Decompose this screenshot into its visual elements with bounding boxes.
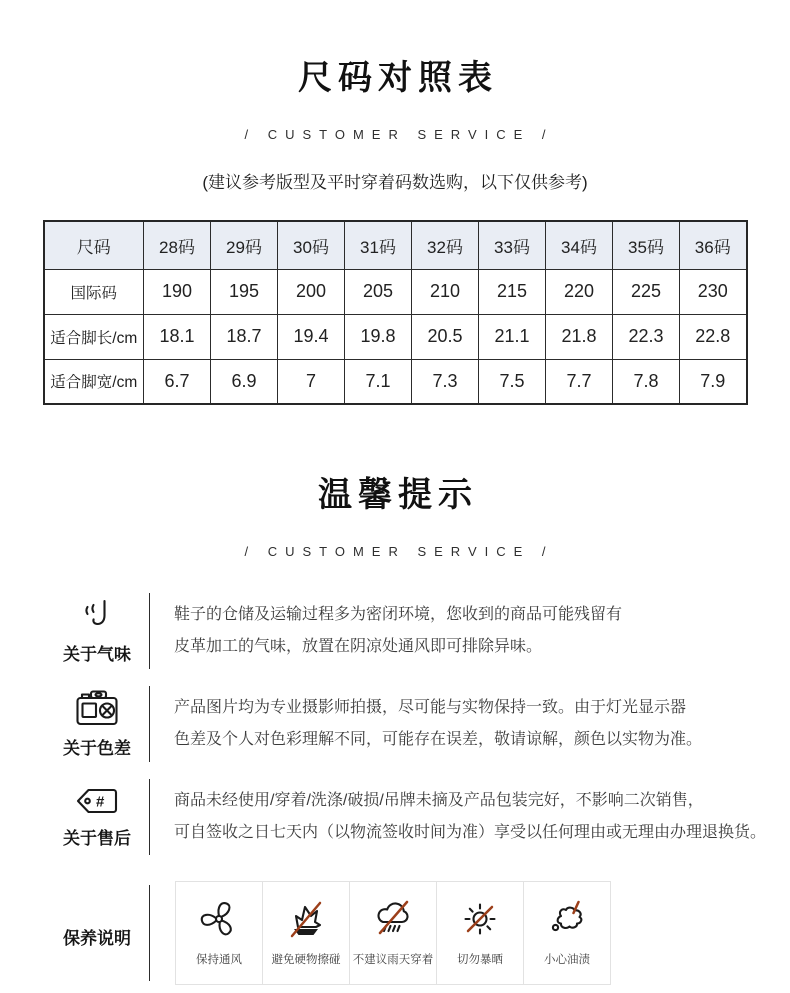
fan-icon: [196, 896, 242, 942]
tip-text-line: 皮革加工的气味，放置在阴凉处通风即可排除异味。: [174, 638, 543, 655]
table-cell: 19.8: [345, 314, 412, 359]
nose-smell-icon: [77, 597, 117, 633]
row-label: 国际码: [44, 269, 144, 314]
table-cell: 210: [412, 269, 479, 314]
care-label: 切勿暴晒: [457, 954, 503, 966]
care-strip: [175, 881, 611, 985]
divider: [149, 593, 150, 669]
table-row: [44, 314, 747, 359]
tip-text-line: 鞋子的仓储及运输过程多为密闭环境，您收到的商品可能残留有: [174, 606, 623, 623]
tip-text: [174, 785, 766, 849]
table-cell: 22.8: [680, 314, 747, 359]
tips-body: [45, 593, 790, 985]
table-cell: 7.3: [412, 359, 479, 404]
customer-service-tagline: / CUSTOMER SERVICE /: [244, 127, 554, 142]
tip-text-line: 色差及个人对色彩理解不同，可能存在误差，敬请谅解，颜色以实物为准。: [174, 731, 703, 748]
table-cell: 7.1: [345, 359, 412, 404]
tip-label: 关于售后: [63, 829, 131, 848]
divider: [149, 686, 150, 762]
divider: [149, 779, 150, 855]
tip-text: [174, 599, 622, 663]
table-cell: 205: [345, 269, 412, 314]
table-cell: 21.1: [479, 314, 546, 359]
table-cell: 195: [211, 269, 278, 314]
care-item-ventilation: [175, 881, 263, 985]
table-cell: 18.1: [144, 314, 211, 359]
size-advice-note: (建议参考版型及平时穿着码数选购，以下仅供参考): [202, 173, 588, 192]
table-cell: 19.4: [278, 314, 345, 359]
table-cell: 7.9: [680, 359, 747, 404]
size-table-header-cell: 36码: [680, 221, 747, 269]
table-cell: 7: [278, 359, 345, 404]
table-cell: 18.7: [211, 314, 278, 359]
table-cell: 7.5: [479, 359, 546, 404]
tip-text-line: 产品图片均为专业摄影师拍摄，尽可能与实物保持一致。由于灯光显示器: [174, 699, 687, 716]
size-chart-title: 尺码对照表: [298, 59, 498, 97]
size-table-header-cell: 33码: [479, 221, 546, 269]
care-label: 不建议雨天穿着: [352, 954, 434, 966]
row-label: 适合脚宽/cm: [44, 359, 144, 404]
tip-label: 关于色差: [63, 739, 131, 758]
table-cell: 20.5: [412, 314, 479, 359]
care-item-no-rain: [349, 881, 437, 985]
table-cell: 200: [278, 269, 345, 314]
rain-strike-icon: [370, 896, 416, 942]
size-table-header-cell: 尺码: [44, 221, 144, 269]
tip-left-column: [45, 689, 149, 759]
price-tag-icon: [75, 785, 119, 817]
customer-service-tagline: / CUSTOMER SERVICE /: [244, 544, 554, 559]
care-label: 小心油渍: [544, 954, 590, 966]
care-item-oil-stain: [523, 881, 611, 985]
tip-left-column: [45, 917, 149, 949]
tip-row-color: [45, 686, 790, 762]
size-chart-section: [0, 0, 790, 405]
table-cell: 190: [144, 269, 211, 314]
table-cell: 6.7: [144, 359, 211, 404]
tip-left-column: [45, 597, 149, 665]
size-table-header-cell: 28码: [144, 221, 211, 269]
size-table-header-cell: 34码: [546, 221, 613, 269]
table-row: [44, 359, 747, 404]
table-cell: 230: [680, 269, 747, 314]
care-instructions-row: [45, 881, 790, 985]
table-cell: 7.8: [613, 359, 680, 404]
size-table-header-cell: 32码: [412, 221, 479, 269]
sun-strike-icon: [457, 896, 503, 942]
warm-tips-title: 温馨提示: [318, 476, 478, 514]
table-cell: 22.3: [613, 314, 680, 359]
oil-stain-icon: [544, 896, 590, 942]
tip-row-smell: [45, 593, 790, 669]
size-table-header-cell: 35码: [613, 221, 680, 269]
hash-glyph: #: [96, 793, 105, 811]
camera-icon: [75, 689, 119, 727]
size-table-header-cell: 29码: [211, 221, 278, 269]
table-cell: 225: [613, 269, 680, 314]
table-cell: 6.9: [211, 359, 278, 404]
tip-label: 保养说明: [63, 929, 131, 948]
tip-row-aftersale: [45, 779, 790, 855]
rock-strike-icon: [283, 896, 329, 942]
size-table-header-row: [44, 221, 747, 269]
tip-left-column: [45, 785, 149, 849]
tip-label: 关于气味: [63, 645, 131, 664]
tip-text-line: 商品未经使用/穿着/洗涤/破损/吊牌未摘及产品包装完好，不影响二次销售，: [174, 792, 704, 809]
tip-text-line: 可自签收之日七天内（以物流签收时间为准）享受以任何理由或无理由办理退换货。: [174, 824, 767, 841]
table-cell: 220: [546, 269, 613, 314]
size-table-header-cell: 31码: [345, 221, 412, 269]
table-cell: 21.8: [546, 314, 613, 359]
size-table-header-cell: 30码: [278, 221, 345, 269]
care-label: 避免硬物擦碰: [271, 954, 341, 966]
tip-text: [174, 692, 702, 756]
warm-tips-section: [0, 467, 790, 985]
table-cell: 215: [479, 269, 546, 314]
row-label: 适合脚长/cm: [44, 314, 144, 359]
divider: [149, 885, 150, 981]
table-row: [44, 269, 747, 314]
size-table: [43, 220, 748, 405]
care-item-no-scrape: [262, 881, 350, 985]
care-item-no-sun: [436, 881, 524, 985]
care-label: 保持通风: [196, 954, 242, 966]
table-cell: 7.7: [546, 359, 613, 404]
